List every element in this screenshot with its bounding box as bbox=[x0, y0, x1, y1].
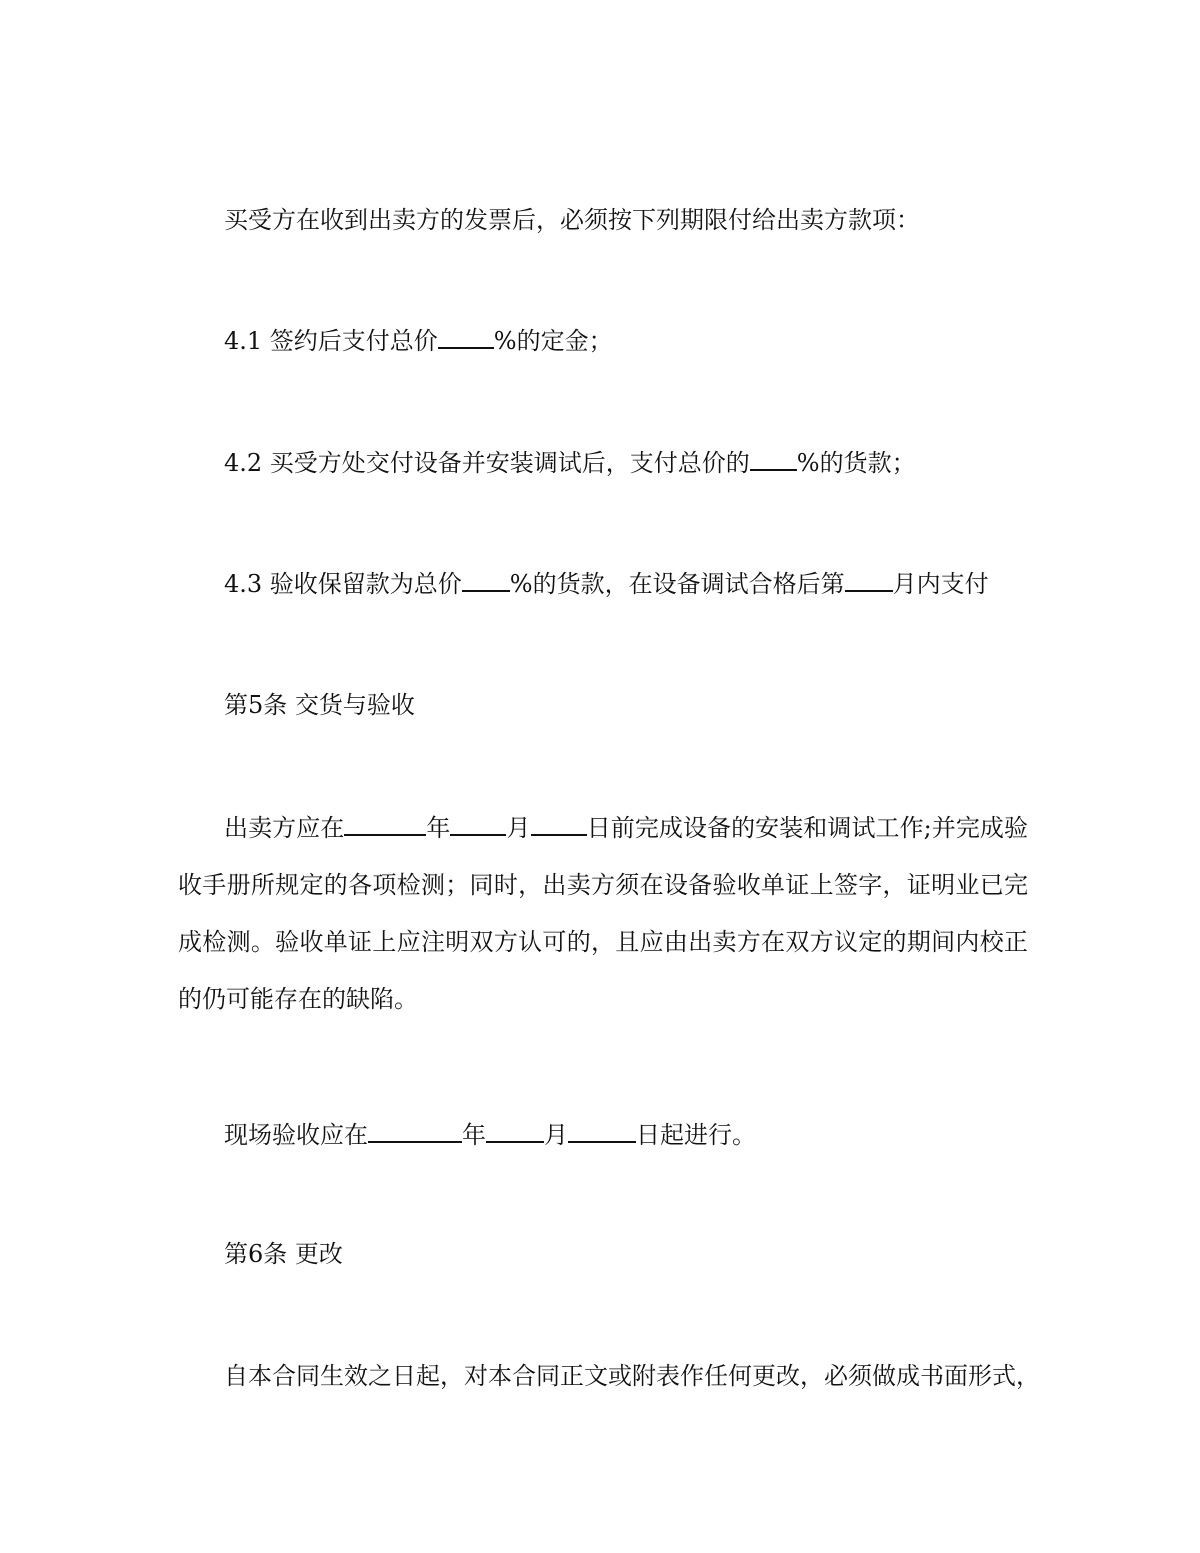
blank-deposit-percent[interactable] bbox=[438, 325, 494, 349]
blank-install-month[interactable] bbox=[450, 812, 506, 836]
clause-4-2-text-b: %的货款； bbox=[796, 449, 916, 477]
clause-4-2-text-a: 4.2 买受方处交付设备并安装调试后，支付总价的 bbox=[224, 449, 750, 477]
clause-4-2 bbox=[224, 446, 1084, 480]
clause-4-1-text-a: 4.1 签约后支付总价 bbox=[224, 327, 438, 355]
delivery-text-c: 月 bbox=[506, 814, 531, 842]
delivery-text-d: 日前完成设备的安装和调试工作;并完成验收手册所规定的各项检测；同时，出卖方须在设备验收单证上签字，证明业已完成检测。验收单证上应注明双方认可的，且应由出卖方在双方议定的期间内校正的仍可能存在的缺陷。 bbox=[178, 814, 1029, 1013]
delivery-paragraph bbox=[178, 800, 1028, 1028]
article-6-title: 第6条 更改 bbox=[224, 1240, 343, 1268]
blank-install-year[interactable] bbox=[344, 812, 426, 836]
site-acceptance-text-b: 年 bbox=[462, 1121, 486, 1149]
article-5-title: 第5条 交货与验收 bbox=[224, 691, 415, 719]
payment-intro bbox=[224, 203, 1084, 237]
blank-acceptance-day[interactable] bbox=[568, 1119, 636, 1143]
clause-4-1 bbox=[224, 324, 1084, 358]
article-6-heading bbox=[224, 1237, 1084, 1271]
site-acceptance bbox=[224, 1118, 1084, 1152]
delivery-text-a: 出卖方应在 bbox=[224, 814, 345, 842]
blank-acceptance-month[interactable] bbox=[486, 1119, 544, 1143]
blank-retention-percent[interactable] bbox=[462, 568, 510, 592]
clause-4-3-text-a: 4.3 验收保留款为总价 bbox=[224, 570, 462, 598]
blank-acceptance-year[interactable] bbox=[368, 1119, 462, 1143]
clause-4-3-text-b: %的货款，在设备调试合格后第 bbox=[509, 570, 845, 598]
amendment-text: 自本合同生效之日起，对本合同正文或附表作任何更改，必须做成书面形式， bbox=[224, 1362, 1040, 1390]
amendment-paragraph bbox=[224, 1359, 1084, 1393]
site-acceptance-text-d: 日起进行。 bbox=[636, 1121, 756, 1149]
clause-4-3-text-c: 月内支付 bbox=[892, 570, 989, 598]
payment-intro-text: 买受方在收到出卖方的发票后，必须按下列期限付给出卖方款项： bbox=[224, 206, 920, 234]
blank-installment-percent[interactable] bbox=[750, 447, 797, 471]
article-5-heading bbox=[224, 688, 1084, 722]
site-acceptance-text-a: 现场验收应在 bbox=[224, 1121, 368, 1149]
clause-4-1-text-b: %的定金； bbox=[493, 327, 613, 355]
blank-payment-month[interactable] bbox=[845, 568, 893, 592]
clause-4-3 bbox=[224, 567, 1084, 601]
site-acceptance-text-c: 月 bbox=[544, 1121, 568, 1149]
delivery-text-b: 年 bbox=[426, 814, 451, 842]
blank-install-day[interactable] bbox=[531, 812, 587, 836]
